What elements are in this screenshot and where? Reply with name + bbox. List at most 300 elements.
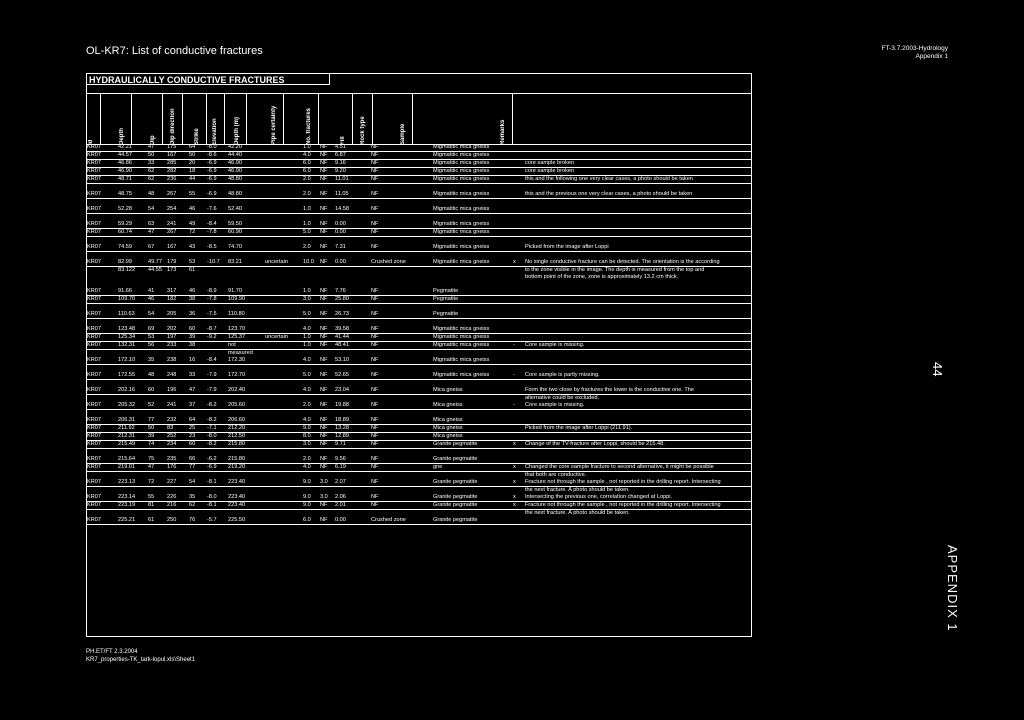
table-cell: 215.49: [117, 441, 147, 449]
table-cell: x: [512, 494, 524, 502]
table-cell: [86, 267, 117, 275]
table-cell: [86, 184, 117, 192]
table-cell: 9.56: [334, 456, 370, 464]
table-cell: [117, 199, 147, 207]
table-row: [86, 334, 752, 342]
table-cell: measured: [228, 350, 253, 356]
table-row: [86, 387, 752, 395]
table-cell: 5.0: [302, 229, 319, 237]
table-cell: [227, 395, 264, 403]
table-cell: [188, 252, 206, 260]
table-cell: 11.05: [334, 191, 370, 199]
table-cell: NF: [370, 425, 432, 433]
table-cell: 7.31: [334, 244, 370, 252]
table-cell: [302, 267, 319, 275]
table-cell: [432, 510, 512, 518]
table-cell: 72: [188, 229, 206, 237]
column-header: Id: [88, 139, 94, 145]
table-cell: [334, 274, 370, 281]
table-cell: [302, 304, 319, 312]
table-cell: 1.0: [302, 334, 319, 342]
table-cell: NF: [319, 244, 334, 252]
table-cell: 77: [188, 464, 206, 472]
table-cell: 109.70: [117, 296, 147, 304]
table-cell: 202.40: [227, 387, 264, 395]
table-cell: 0.00: [334, 229, 370, 237]
table-cell: [512, 296, 524, 304]
table-cell: 3.0: [302, 441, 319, 449]
table-cell: 5.0: [302, 311, 319, 319]
table-cell: [512, 176, 524, 184]
table-cell: 48: [147, 191, 166, 199]
table-cell: 64: [188, 144, 206, 152]
table-cell: -8.2: [206, 441, 227, 449]
table-cell: -5.7: [206, 517, 227, 525]
table-cell: 14.58: [334, 206, 370, 214]
table-cell: [117, 449, 147, 457]
table-cell: 62: [147, 176, 166, 184]
table-cell: -8.5: [206, 244, 227, 252]
table-cell: [264, 144, 302, 152]
table-cell: [512, 184, 524, 192]
table-cell: NF: [319, 160, 334, 168]
table-row: [86, 456, 752, 464]
table-cell: 66: [188, 456, 206, 464]
table-cell: [264, 206, 302, 214]
header-divider: [224, 93, 225, 145]
table-cell: 83.122: [118, 267, 136, 273]
table-cell: Migmatitic mica gneiss: [432, 168, 512, 176]
table-cell: [188, 214, 206, 222]
table-cell: [432, 449, 512, 457]
table-cell: 46.90: [227, 160, 264, 168]
table-cell: 2.0: [302, 244, 319, 252]
table-cell: [512, 199, 524, 207]
table-row: [86, 410, 752, 418]
table-cell: Granite pegmatite: [432, 502, 512, 510]
table-cell: [206, 395, 227, 403]
table-cell: [302, 350, 319, 358]
table-row: [86, 487, 752, 495]
table-cell: [370, 410, 432, 418]
table-cell: 25.80: [334, 296, 370, 304]
header-divider: [318, 93, 319, 145]
table-cell: KR07: [86, 152, 117, 160]
table-cell: [86, 487, 117, 495]
table-cell: Mica gneiss: [432, 387, 512, 395]
table-cell: [512, 417, 524, 425]
table-cell: [264, 433, 302, 441]
table-cell: -8.0: [206, 494, 227, 502]
table-cell: [370, 252, 432, 260]
table-cell: 7.76: [334, 288, 370, 296]
table-cell: [370, 395, 432, 403]
table-cell: Pegmatite: [432, 296, 512, 304]
table-cell: [264, 311, 302, 319]
table-cell: [264, 517, 302, 525]
table-row: [86, 342, 752, 350]
table-cell: 48.71: [117, 176, 147, 184]
table-cell: Granite pegmatite: [432, 479, 512, 487]
table-cell: [206, 252, 227, 260]
table-cell: [264, 221, 302, 229]
ref-line-1: FT-3.7.2003-Hydrology: [881, 45, 948, 52]
table-cell: NF: [319, 502, 334, 510]
table-cell: NF: [319, 206, 334, 214]
table-cell: [512, 357, 524, 365]
table-cell: the next fracture. A photo should be taken.: [525, 487, 630, 493]
table-cell: [512, 472, 524, 480]
table-cell: 20: [188, 160, 206, 168]
table-cell: 282: [166, 168, 188, 176]
table-row: [86, 229, 752, 237]
table-cell: [432, 304, 512, 312]
table-cell: No single conductive fracture can be detected. The orientation is the according: [524, 259, 752, 267]
table-cell: 1.0: [302, 221, 319, 229]
table-cell: 132.31: [117, 342, 147, 350]
table-cell: [512, 152, 524, 160]
table-cell: [512, 304, 524, 312]
table-cell: -8.4: [206, 221, 227, 229]
table-row: [86, 479, 752, 487]
header-divider: [206, 93, 207, 145]
table-cell: [227, 267, 264, 275]
table-cell: [319, 281, 334, 288]
table-cell: 1.0: [302, 206, 319, 214]
table-cell: [206, 449, 227, 457]
table-cell: 46: [147, 296, 166, 304]
table-cell: x: [512, 259, 524, 267]
table-cell: [147, 365, 166, 373]
table-cell: NF: [370, 479, 432, 487]
table-cell: 234: [166, 441, 188, 449]
table-cell: 2.07: [334, 479, 370, 487]
table-cell: [370, 380, 432, 388]
table-cell: 47: [147, 229, 166, 237]
table-cell: -: [512, 372, 524, 380]
table-cell: [524, 237, 752, 245]
table-cell: [512, 274, 524, 281]
table-cell: [117, 319, 147, 327]
table-cell: 167: [166, 152, 188, 160]
table-row: [86, 365, 752, 373]
table-cell: -9.2: [206, 334, 227, 342]
table-cell: [370, 304, 432, 312]
table-cell: NF: [319, 456, 334, 464]
table-cell: Picked from the image after Loppi: [524, 244, 752, 252]
table-cell: -7.8: [206, 229, 227, 237]
table-cell: [512, 144, 524, 152]
table-cell: KR07: [86, 259, 117, 267]
table-cell: 36: [188, 311, 206, 319]
table-cell: [302, 281, 319, 288]
table-cell: NF: [319, 296, 334, 304]
table-cell: 3.0: [319, 494, 334, 502]
table-cell: Pegmatite: [432, 288, 512, 296]
table-cell: 202: [166, 326, 188, 334]
table-cell: [302, 274, 319, 281]
table-cell: [264, 281, 302, 288]
table-cell: [188, 184, 206, 192]
header-divider: [162, 93, 163, 145]
table-cell: [117, 214, 147, 222]
table-cell: [227, 472, 264, 480]
table-cell: [264, 304, 302, 312]
table-cell: 223.40: [227, 494, 264, 502]
table-cell: [370, 510, 432, 518]
table-cell: [86, 252, 117, 260]
table-cell: [334, 252, 370, 260]
table-cell: [264, 441, 302, 449]
table-cell: [227, 410, 264, 418]
table-cell: [432, 237, 512, 245]
table-cell: 41: [147, 288, 166, 296]
table-cell: [117, 252, 147, 260]
table-row: [86, 357, 752, 365]
table-cell: 167: [166, 244, 188, 252]
table-cell: [264, 472, 302, 480]
table-cell: 74: [147, 441, 166, 449]
table-cell: KR07: [86, 311, 117, 319]
table-cell: 123.48: [117, 326, 147, 334]
table-cell: 173: [167, 267, 177, 273]
table-row: [86, 326, 752, 334]
table-cell: 241: [166, 221, 188, 229]
table-cell: 74.70: [227, 244, 264, 252]
table-cell: -7.5: [206, 311, 227, 319]
footer-line-1: PH.ET/FT 2.3.2004: [86, 649, 138, 655]
table-cell: 285: [166, 160, 188, 168]
table-cell: NF: [370, 296, 432, 304]
table-cell: Migmatitic mica gneiss: [432, 244, 512, 252]
table-cell: [512, 288, 524, 296]
table-cell: 212.50: [227, 433, 264, 441]
table-cell: [264, 350, 302, 358]
table-cell: [524, 304, 752, 312]
table-cell: [319, 449, 334, 457]
table-row: [86, 281, 752, 288]
table-cell: NF: [370, 160, 432, 168]
table-cell: 215.64: [117, 456, 147, 464]
table-cell: 248: [166, 372, 188, 380]
table-cell: 9.16: [334, 160, 370, 168]
table-cell: 59.29: [117, 221, 147, 229]
table-cell: NF: [370, 342, 432, 350]
table-cell: [302, 365, 319, 373]
table-cell: [524, 417, 752, 425]
table-cell: Migmatitic mica gneiss: [432, 372, 512, 380]
table-cell: [147, 449, 166, 457]
table-cell: NF: [319, 144, 334, 152]
table-cell: [147, 510, 166, 518]
column-header: Dip direction: [170, 108, 176, 145]
table-cell: NF: [370, 288, 432, 296]
table-cell: KR07: [86, 191, 117, 199]
table-cell: [524, 252, 752, 260]
table-cell: 4.51: [334, 144, 370, 152]
table-cell: 61: [147, 517, 166, 525]
table-cell: [188, 365, 206, 373]
table-cell: [524, 229, 752, 237]
table-cell: [206, 380, 227, 388]
table-cell: core sample broken: [524, 160, 752, 168]
table-cell: Granite pegmatite: [432, 517, 512, 525]
table-cell: KR07: [86, 144, 117, 152]
table-cell: -8.9: [206, 288, 227, 296]
table-row: [86, 199, 752, 207]
table-cell: Migmatitic mica gneiss: [432, 229, 512, 237]
table-cell: not: [227, 342, 264, 350]
table-cell: 75: [147, 456, 166, 464]
table-cell: NF: [319, 288, 334, 296]
table-cell: [432, 380, 512, 388]
table-cell: [524, 152, 752, 160]
table-cell: 37: [188, 402, 206, 410]
table-cell: [264, 168, 302, 176]
table-cell: NF: [370, 168, 432, 176]
table-cell: [512, 191, 524, 199]
table-cell: 16: [188, 357, 206, 365]
table-cell: 223.19: [117, 502, 147, 510]
table-cell: [512, 380, 524, 388]
table-row: [86, 168, 752, 176]
table-cell: NF: [370, 357, 432, 365]
table-cell: [166, 214, 188, 222]
table-cell: 205: [166, 311, 188, 319]
table-cell: [86, 395, 117, 403]
table-cell: [264, 244, 302, 252]
table-cell: [524, 410, 752, 418]
table-cell: [166, 472, 188, 480]
table-row: [86, 425, 752, 433]
table-cell: [264, 229, 302, 237]
table-cell: 91.70: [227, 288, 264, 296]
table-cell: KR07: [86, 334, 117, 342]
table-row: [86, 288, 752, 296]
table-cell: [432, 472, 512, 480]
table-cell: NF: [319, 311, 334, 319]
table-cell: KR07: [86, 425, 117, 433]
table-cell: [334, 472, 370, 480]
table-cell: [512, 449, 524, 457]
table-cell: NF: [319, 402, 334, 410]
table-cell: [227, 274, 264, 281]
table-cell: [117, 395, 147, 403]
table-cell: [227, 237, 264, 245]
table-cell: [524, 456, 752, 464]
column-header: Strike: [194, 128, 200, 145]
table-cell: [524, 184, 752, 192]
table-cell: 44.55: [148, 267, 162, 273]
column-header: Remarks: [500, 119, 506, 145]
table-cell: 48.80: [227, 176, 264, 184]
table-cell: [512, 229, 524, 237]
table-cell: [334, 281, 370, 288]
table-cell: [319, 184, 334, 192]
table-cell: [512, 244, 524, 252]
table-row: [86, 160, 752, 168]
table-cell: -7.6: [206, 206, 227, 214]
table-cell: [264, 214, 302, 222]
table-cell: [188, 319, 206, 327]
table-cell: [524, 365, 752, 373]
table-cell: Migmatitic mica gneiss: [432, 342, 512, 350]
table-cell: [227, 449, 264, 457]
table-cell: 12.89: [334, 433, 370, 441]
table-cell: [334, 267, 370, 275]
table-cell: KR07: [86, 160, 117, 168]
table-cell: 4.0: [302, 152, 319, 160]
table-cell: Mica gneiss: [432, 433, 512, 441]
table-cell: 2.0: [302, 191, 319, 199]
table-cell: -6.9: [206, 160, 227, 168]
table-cell: [319, 267, 334, 275]
table-row: [86, 372, 752, 380]
table-cell: [206, 199, 227, 207]
table-cell: [370, 199, 432, 207]
table-cell: [227, 380, 264, 388]
table-cell: NF: [319, 168, 334, 176]
table-cell: -8.1: [206, 502, 227, 510]
table-cell: 23: [188, 433, 206, 441]
table-cell: [206, 350, 227, 358]
table-cell: 215.80: [227, 456, 264, 464]
table-cell: KR07: [86, 402, 117, 410]
table-cell: this and the previous one very clear cases, a photo should be taken: [524, 191, 752, 199]
table-cell: [524, 380, 752, 388]
table-cell: -7.1: [206, 425, 227, 433]
table-cell: 18: [188, 168, 206, 176]
table-cell: 42.20: [227, 144, 264, 152]
table-cell: NF: [319, 372, 334, 380]
table-cell: 63: [147, 221, 166, 229]
table-cell: 0.00: [334, 259, 370, 267]
table-cell: [302, 380, 319, 388]
table-cell: [166, 237, 188, 245]
table-cell: [319, 237, 334, 245]
table-cell: 39: [147, 433, 166, 441]
table-cell: [86, 510, 117, 518]
table-cell: [264, 191, 302, 199]
table-row: [86, 472, 752, 480]
table-cell: [147, 304, 166, 312]
table-cell: 77: [147, 417, 166, 425]
page-title: OL-KR7: List of conductive fractures: [86, 45, 263, 57]
table-cell: 83.21: [227, 259, 264, 267]
table-cell: 6.0: [302, 160, 319, 168]
table-cell: 4.0: [302, 464, 319, 472]
column-header: Fill: [340, 136, 346, 145]
table-cell: KR07: [86, 441, 117, 449]
table-cell: [227, 184, 264, 192]
table-cell: [147, 274, 166, 281]
table-cell: Core sample is missing.: [524, 342, 752, 350]
table-cell: [512, 395, 524, 403]
table-cell: [188, 487, 206, 495]
table-cell: [206, 184, 227, 192]
table-cell: [264, 237, 302, 245]
table-cell: 6.0: [302, 517, 319, 525]
table-cell: [524, 319, 752, 327]
table-cell: [370, 214, 432, 222]
table-cell: [206, 281, 227, 288]
table-cell: [206, 267, 227, 275]
table-cell: KR07: [86, 168, 117, 176]
table-cell: [302, 184, 319, 192]
table-row: [86, 517, 752, 525]
table-cell: [319, 350, 334, 358]
table-cell: [334, 395, 370, 403]
